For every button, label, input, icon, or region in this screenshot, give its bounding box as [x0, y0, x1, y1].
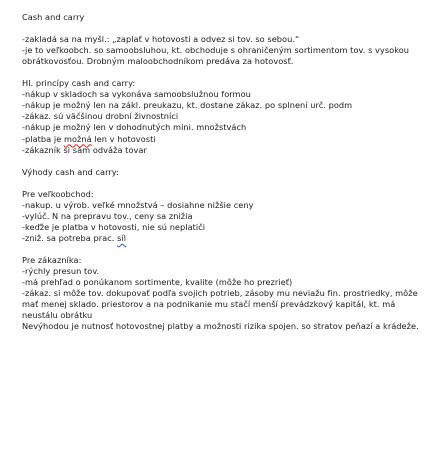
wholesale-text: -zniž. sa potreba prac. [22, 232, 118, 243]
wholesale-item: -nakup. u výrob. veľké množstvá – dosiahne nižšie ceny [22, 199, 254, 210]
principle-item: -zákaz. sú väčšinou drobní živnostníci [22, 111, 179, 122]
principle-text: -platba je [22, 133, 64, 144]
intro-line-2: -je to veľkoobch. so samoobsluhou, kt. obchoduje s ohraničeným sortimentom tov. s vysokou obrátkovosťou. Drobným maloobchodníkom predáva za hotovosť. [22, 45, 409, 67]
customer-item: -rýchly presun tov. [22, 266, 100, 277]
spacer [22, 244, 433, 255]
spellcheck-flagged-word: možná [63, 133, 92, 144]
principles-heading: Hl. princípy cash and carry: [22, 78, 136, 89]
disadvantage-paragraph: Nevýhodou je nutnosť hotovostnej platby a možnosti rizika spojen. so stratov peňazí a krádeže. [22, 321, 419, 332]
customer-heading: Pre zákazníka: [22, 255, 82, 266]
wholesale-item: -vylúč. N na prepravu tov., ceny sa znižia [22, 210, 193, 221]
spellcheck-flagged-word: síl [117, 232, 127, 243]
spacer [22, 23, 433, 34]
spacer [22, 178, 433, 189]
spacer [22, 156, 433, 167]
wholesale-heading: Pre veľkoobchod: [22, 188, 94, 199]
principle-item: -nákup v skladoch sa vykonáva samoobslužnou formou [22, 89, 251, 100]
principle-item: -nákup je možný len na zákl. preukazu, kt. dostane zákaz. po splnení urč. podm [22, 100, 353, 111]
benefits-heading: Výhody cash and carry: [22, 166, 119, 177]
customer-item: -má prehľad o ponúkanom sortimente, kvalite (môže ho prezrieť) [22, 277, 293, 288]
principle-item: -zákazník si sám odváža tovar [22, 144, 147, 155]
document-title: Cash and carry [22, 12, 85, 22]
intro-line-1: -zakladá sa na myšl.: „zaplať v hotovosti a odvez si tov. so sebou.“ [22, 34, 300, 45]
wholesale-item: -keďže je platba v hotovosti, nie sú neplatiči [22, 221, 206, 232]
wholesale-item [22, 233, 433, 244]
principle-item: -nákup je možný len v dohodnutých mini. množstvách [22, 122, 247, 133]
customer-item: -zákaz. si môže tov. dokupovať podľa svojich potrieb, zásoby mu neviažu fin. prostriedky, môže mať menej sklado. priestorov a na podnikanie mu stačí menší prevádzkový kapitál, kt. má neustálu obrátku [22, 288, 418, 321]
principle-item [22, 134, 433, 145]
spacer [22, 67, 433, 78]
principle-text: len v hotovosti [91, 133, 156, 144]
